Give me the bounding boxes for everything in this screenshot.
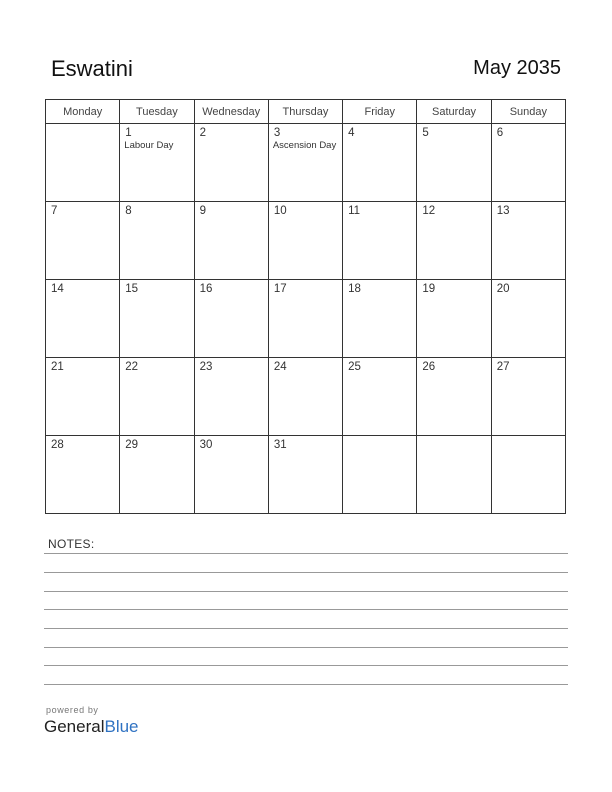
day-number: 10 [273, 205, 287, 217]
notes-label: NOTES: [48, 537, 95, 551]
weekday-thursday: Thursday [268, 100, 342, 124]
holiday-label: Labour Day [124, 140, 174, 151]
week-row [46, 202, 566, 280]
week-row [46, 358, 566, 436]
weekday-monday: Monday [46, 100, 120, 124]
day-cell [417, 202, 491, 280]
day-number: 31 [273, 439, 287, 451]
day-number: 24 [273, 361, 287, 373]
weekday-tuesday: Tuesday [120, 100, 194, 124]
notes-line [44, 591, 568, 592]
day-cell [46, 280, 120, 358]
day-cell [491, 280, 565, 358]
generalblue-logo[interactable] [44, 717, 139, 737]
day-cell [343, 436, 417, 514]
day-cell [46, 358, 120, 436]
day-number: 14 [51, 283, 64, 295]
day-cell [491, 202, 565, 280]
weekday-saturday: Saturday [417, 100, 491, 124]
weekday-wednesday: Wednesday [194, 100, 268, 124]
day-number: 18 [348, 283, 361, 295]
day-cell [194, 124, 268, 202]
day-number: 28 [51, 439, 64, 451]
day-number: 26 [422, 361, 436, 373]
day-cell [268, 436, 342, 514]
day-number: 3 [273, 127, 281, 139]
day-cell [343, 124, 417, 202]
day-number: 12 [422, 205, 436, 217]
day-cell [343, 202, 417, 280]
weekday-sunday: Sunday [491, 100, 565, 124]
day-cell [417, 280, 491, 358]
day-number: 6 [496, 127, 504, 139]
week-row [46, 280, 566, 358]
day-number: 30 [199, 439, 213, 451]
notes-line [44, 665, 568, 666]
day-number: 19 [422, 283, 436, 295]
day-cell [120, 436, 194, 514]
notes-line [44, 553, 568, 554]
day-cell [46, 436, 120, 514]
day-number: 11 [348, 205, 361, 217]
holiday-label: Ascension Day [272, 140, 337, 151]
day-number: 15 [125, 283, 139, 295]
day-number: 16 [199, 283, 213, 295]
day-cell [268, 124, 342, 202]
day-cell [46, 124, 120, 202]
day-cell [268, 202, 342, 280]
week-row [46, 436, 566, 514]
day-number: 1 [125, 127, 132, 139]
brand-general: General [44, 717, 105, 736]
notes-line [44, 609, 568, 610]
day-number: 4 [348, 127, 355, 139]
notes-line [44, 628, 568, 629]
brand-blue: Blue [104, 717, 139, 736]
day-number: 17 [273, 283, 287, 295]
day-number: 8 [125, 205, 132, 217]
weekday-friday: Friday [343, 100, 417, 124]
day-cell [268, 358, 342, 436]
notes-line [44, 647, 568, 648]
day-number: 29 [125, 439, 139, 451]
day-cell [120, 124, 194, 202]
day-cell [194, 280, 268, 358]
day-number: 25 [348, 361, 361, 373]
day-cell [268, 280, 342, 358]
day-cell [417, 358, 491, 436]
day-cell [194, 436, 268, 514]
day-cell [343, 358, 417, 436]
week-row [46, 124, 566, 202]
notes-line [44, 572, 568, 573]
country-title: Eswatini [51, 56, 133, 81]
day-cell [120, 202, 194, 280]
day-number: 7 [51, 205, 58, 217]
day-cell [491, 436, 565, 514]
notes-line [44, 684, 568, 685]
day-cell [417, 436, 491, 514]
month-title: May 2035 [473, 57, 561, 79]
day-number: 20 [496, 283, 510, 295]
day-cell [343, 280, 417, 358]
day-number: 23 [199, 361, 213, 373]
powered-by-text: powered by [46, 705, 99, 715]
day-number: 9 [199, 205, 206, 217]
day-cell [120, 358, 194, 436]
day-number: 27 [496, 361, 510, 373]
day-cell [194, 358, 268, 436]
day-cell [194, 202, 268, 280]
day-cell [46, 202, 120, 280]
calendar-grid [45, 99, 566, 514]
day-cell [120, 280, 194, 358]
day-cell [417, 124, 491, 202]
weekday-header-row [46, 100, 566, 124]
day-cell [491, 358, 565, 436]
day-number: 21 [51, 361, 64, 373]
day-number: 2 [199, 127, 206, 139]
day-cell [491, 124, 565, 202]
day-number: 13 [496, 205, 510, 217]
day-number: 5 [422, 127, 429, 139]
day-number: 22 [125, 361, 139, 373]
